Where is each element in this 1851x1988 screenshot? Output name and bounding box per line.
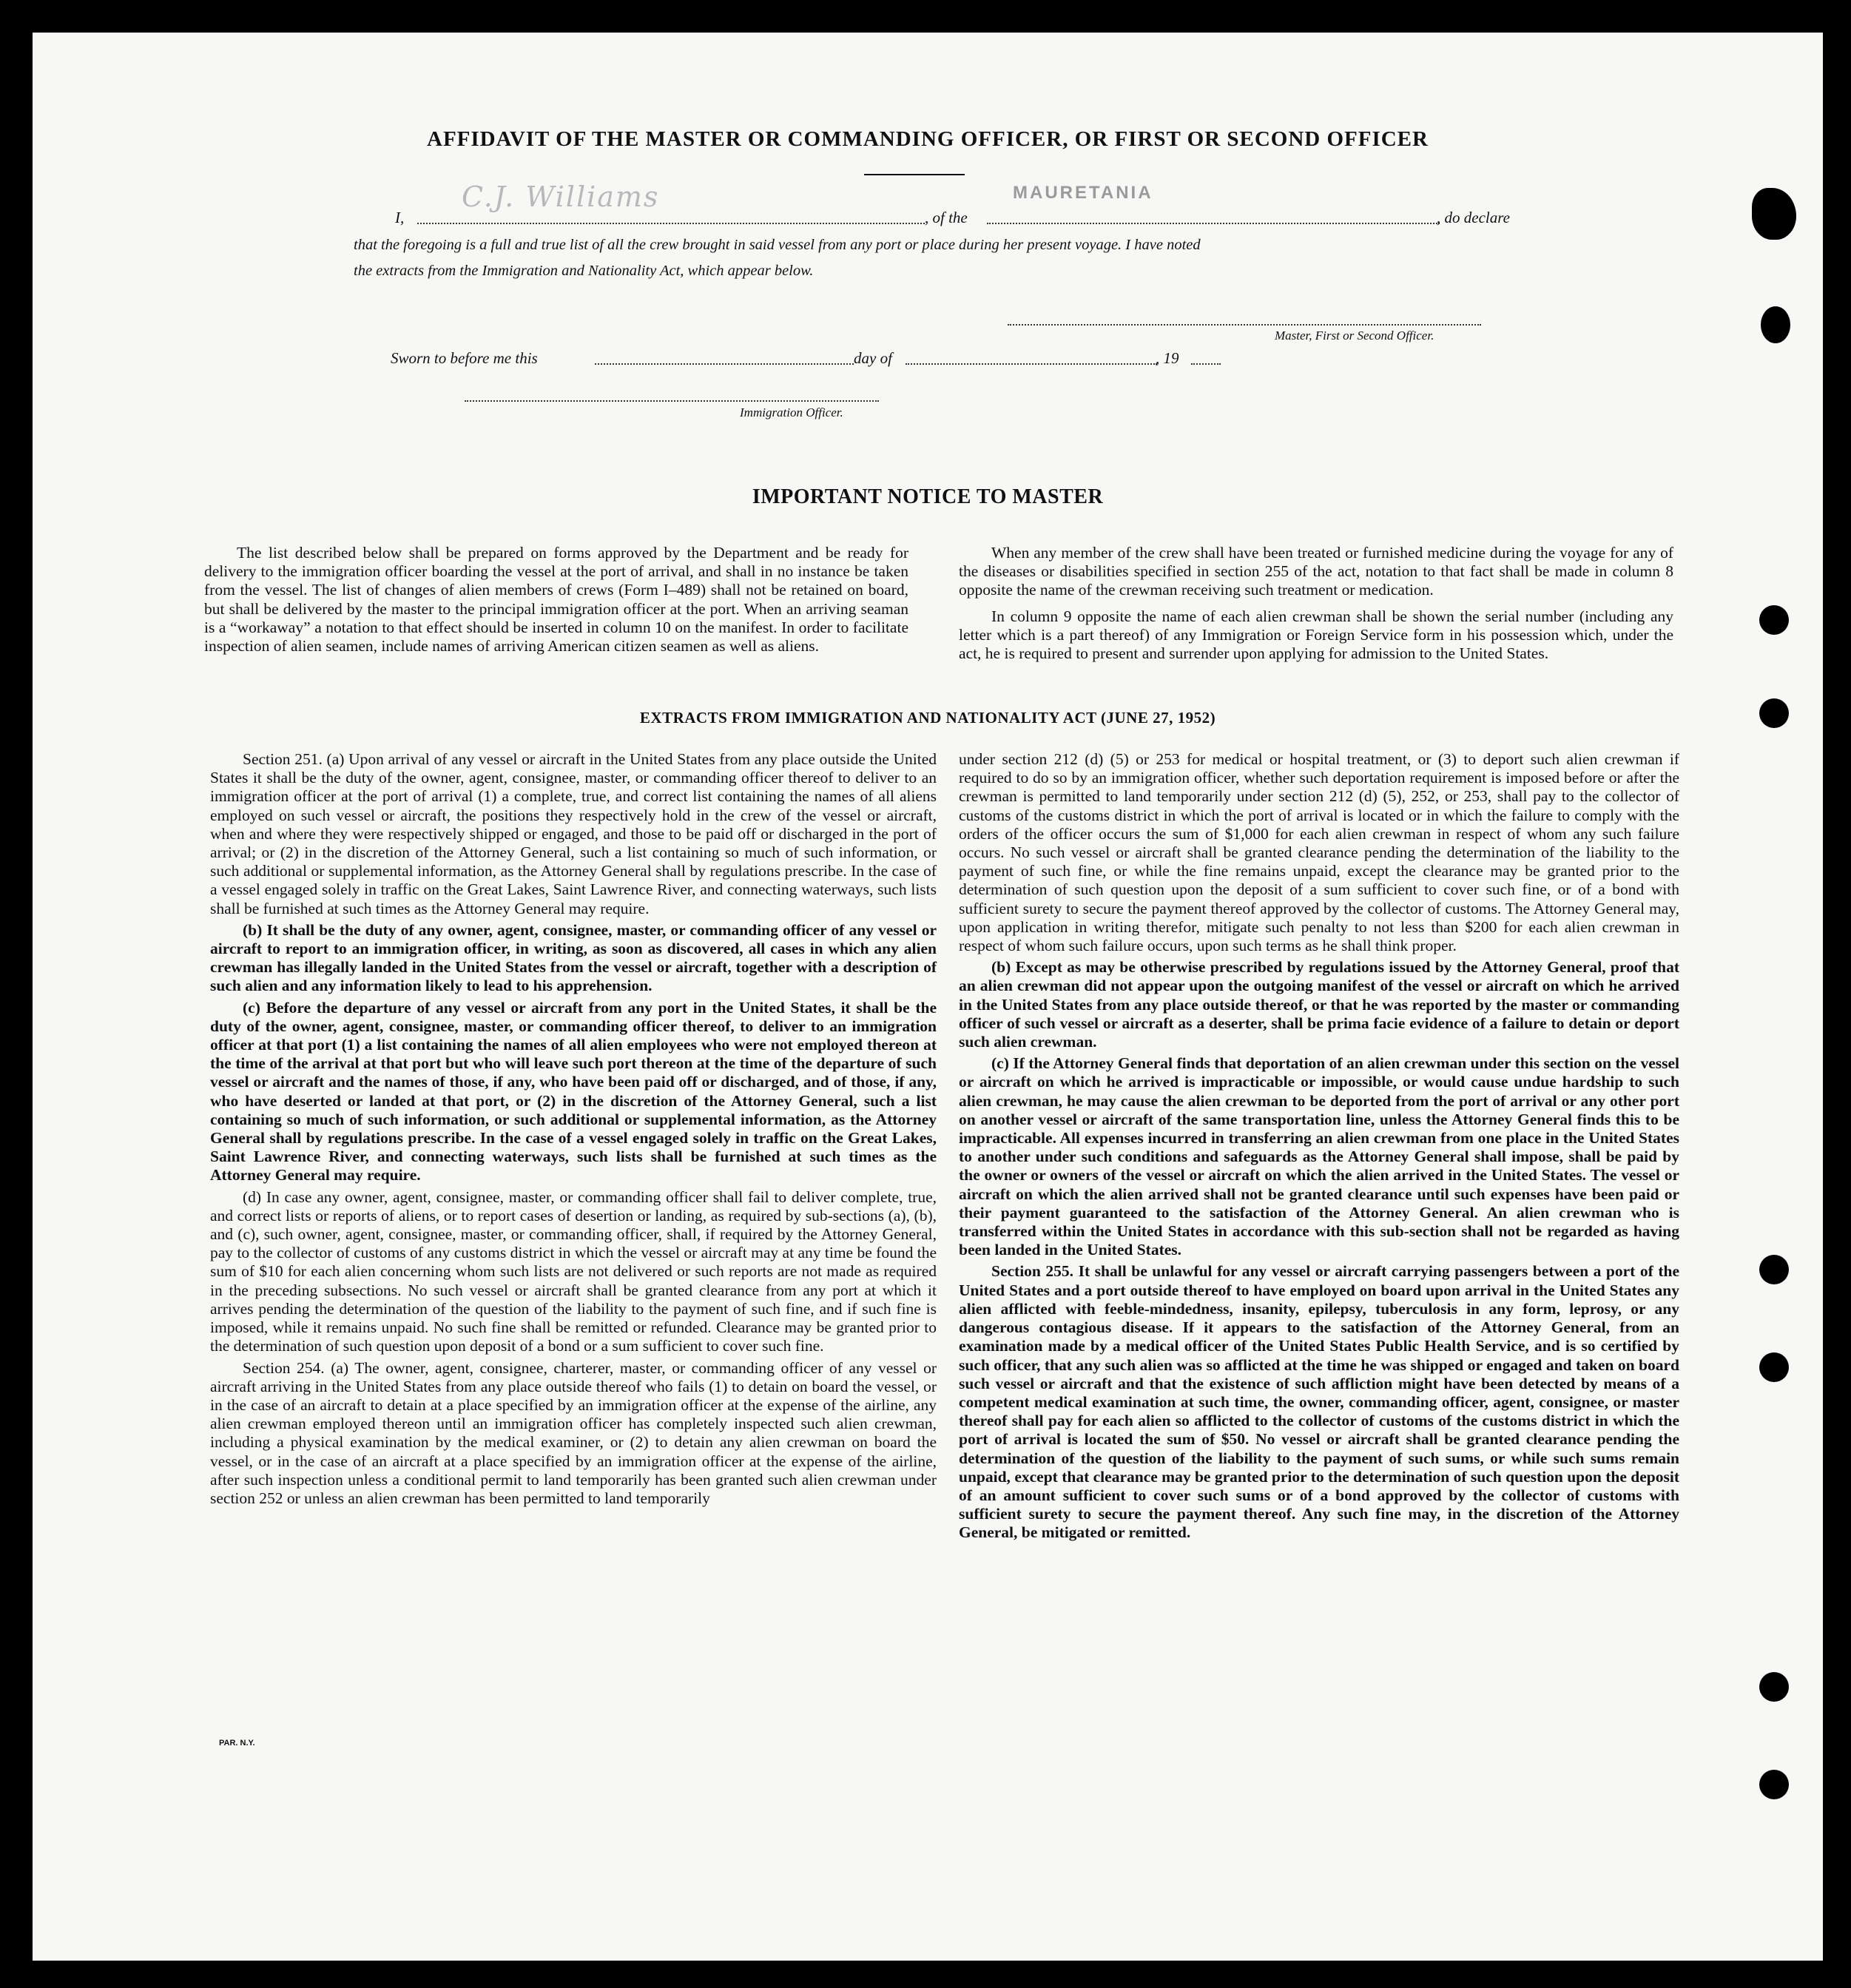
sworn-day-line [595, 363, 854, 365]
notice-right-paragraph-2: In column 9 opposite the name of each alien crewman shall be shown the serial number (including any letter which is a part thereof) of any Immigration or Foreign Service form in his possession which, under the act, he is required to present and surrender upon applying for admission to the United States. [959, 607, 1673, 663]
notice-right-paragraph-1: When any member of the crew shall have been treated or furnished medicine during the voyage for any of the diseases or disabilities specified in section 255 of the act, notation to that fact shall be made in column 8 opposite the name of the crewman receiving such treatment or medication. [959, 544, 1673, 599]
section-254-b: (b) Except as may be otherwise prescribed by regulations issued by the Attorney General, proof that an alien crewman did not appear upon the outgoing manifest of the vessel or aircraft on which he arrived in the United States from any place outside thereof, or that he was reported by the master or commanding officer of such vessel or aircraft as a deserter, shall be prima facie evidence of a failure to detain or deport such alien crewman. [959, 958, 1679, 1051]
notice-left-paragraph: The list described below shall be prepared on forms approved by the Department and be ready for delivery to the immigration officer boarding the vessel at the port of arrival, and shall in no instance be taken from the vessel. The list of changes of alien members of crews (Form I–489) shall not be retained on board, but shall be delivered by the master to the principal immigration officer at the port. When an arriving seaman is a “workaway” a notation to that effect should be inserted in column 10 on the manifest. In order to facilitate inspection of alien seamen, include names of arriving American citizen seamen as well as aliens. [204, 544, 908, 656]
section-251-d: (d) In case any owner, agent, consignee, master, or commanding officer shall fail to deliver complete, true, and correct lists or reports of aliens, or to report cases of desertion or landing, as required by sub-sections (a), (b), and (c), such owner, agent, consignee, master, or commanding officer, shall, if required by the Attorney General, pay to the collector of customs of any customs district in which the vessel or aircraft may at any time be found the sum of $10 for each alien concerning whom such lists are not delivered or such reports are not made as required in the preceding subsections. No such vessel or aircraft shall be granted clearance from any port at which it arrives pending the determination of the question of the liability to the payment of such fine, and if such fine is imposed, while it remains unpaid. No such fine shall be remitted or refunded. Clearance may be granted prior to the determination of such question upon deposit of a bond or a sum sufficient to cover such fine. [210, 1187, 937, 1355]
master-caption: Master, First or Second Officer. [1275, 328, 1434, 343]
section-251-b: (b) It shall be the duty of any owner, agent, consignee, master, or commanding officer of any vessel or aircraft to report to an immigration officer, in writing, as soon as discovered, all cases in which any alien crewman has illegally landed in the United States from the vessel or aircraft, together with a description of such alien and any information likely to lead to his apprehension. [210, 920, 937, 995]
punch-hole [1759, 698, 1789, 728]
vessel-name-stamp: MAURETANIA [1013, 183, 1153, 203]
day-of-label: day of [854, 349, 892, 367]
sworn-label: Sworn to before me this [391, 349, 538, 367]
title-rule [864, 174, 965, 175]
extracts-left-column [210, 750, 937, 1511]
year-label: , 19 [1156, 349, 1179, 367]
punch-hole [1759, 1770, 1789, 1799]
ink-blot [1761, 306, 1790, 343]
notice-right-column [959, 544, 1673, 666]
master-signature-line [1008, 324, 1481, 326]
master-signature: C.J. Williams [462, 181, 660, 213]
notice-left-column [204, 544, 908, 658]
officer-caption: Immigration Officer. [740, 405, 843, 419]
extracts-right-column [959, 750, 1679, 1546]
officer-signature-line [465, 400, 879, 402]
section-251-a: Section 251. (a) Upon arrival of any vessel or aircraft in the United States from any place outside the United States it shall be the duty of the owner, agent, consignee, master, or commanding officer thereof to deliver to an immigration officer at the port of arrival (1) a complete, true, and correct list containing the names of all aliens employed on such vessel or aircraft, the positions they respectively hold in the crew of the vessel or aircraft, when and where they were respectively shipped or engaged, and those to be paid off or discharged in the port of arrival; or (2) in the discretion of the Attorney General, such a list containing so much of such information, or such additional or supplemental information, as the Attorney General shall by regulations prescribe. In the case of a vessel engaged solely in traffic on the Great Lakes, Saint Lawrence River, and connecting waterways, such lists shall be furnished at such times as the Attorney General may require. [210, 750, 937, 917]
do-declare-label: , do declare [1437, 209, 1510, 226]
name-line [417, 223, 925, 224]
ink-blot [1752, 188, 1796, 240]
section-254-a: Section 254. (a) The owner, agent, consignee, charterer, master, or commanding officer of any vessel or aircraft arriving in the United States from any place outside thereof who fails (1) to detain on board the vessel, or in the case of an aircraft to detain at a place specified by an immigration officer at the expense of the airline, any alien crewman employed thereon until an immigration officer has completely inspected such alien crewman, including a physical examination by the medical examiner, or (2) to detain any alien crewman on board the vessel, or in the case of an aircraft at a place specified by an immigration officer at the expense of the airline, after such inspection unless a conditional permit to land temporarily has been granted such alien crewman under section 252 or unless an alien crewman has been permitted to land temporarily [210, 1358, 937, 1507]
notice-title: IMPORTANT NOTICE TO MASTER [752, 485, 1104, 508]
punch-hole [1759, 1352, 1789, 1382]
section-254-c: (c) If the Attorney General finds that deportation of an alien crewman under this section on the vessel or aircraft on which he arrived is impracticable or impossible, or would cause undue hardship to such alien crewman, he may cause the alien crewman to be deported from the port of arrival or any other port on another vessel or aircraft of the same transportation line, unless the Attorney General finds this to be impracticable. All expenses incurred in transferring an alien crewman from one place in the United States to another under such conditions and safeguards as the Attorney General shall impose, shall be paid by the owner or owners of the vessel or aircraft on which the alien arrived in the United States. The vessel or aircraft on which the alien arrived shall not be granted clearance until such expenses have been paid or their payment guaranteed to the satisfaction of the Attorney General. An alien crewman who is transferred within the United States in accordance with this sub-section shall not be regarded as having been landed in the United States. [959, 1054, 1679, 1259]
sworn-month-line [906, 363, 1157, 365]
section-251-c: (c) Before the departure of any vessel or aircraft from any port in the United States, it shall be the duty of the owner, agent, consignee, master, or commanding officer thereof, to deliver to an immigration officer at that port (1) a list containing the names of all alien employees who were not employed thereon at the time of the arrival at that port but who will leave such port thereon at the time of the departure of such vessel or aircraft and the names of those, if any, who have been paid off or discharged, and of those, if any, who have deserted or landed at that port, or (2) in the discretion of the Attorney General, such a list containing so much of such information, or such additional or supplemental information, as the Attorney General shall by regulations prescribe. In the case of a vessel engaged solely in traffic on the Great Lakes, Saint Lawrence River, and connecting waterways, such lists shall be furnished at such times as the Attorney General may require. [210, 998, 937, 1185]
declaration-line-2: the extracts from the Immigration and Nationality Act, which appear below. [354, 263, 814, 279]
punch-hole [1759, 605, 1789, 635]
extracts-title: EXTRACTS FROM IMMIGRATION AND NATIONALITY ACT (JUNE 27, 1952) [639, 709, 1216, 727]
section-255: Section 255. It shall be unlawful for any vessel or aircraft carrying passengers between a port of the United States and a port outside thereof to have employed on board upon arrival in the United States any alien afflicted with feeble-mindedness, insanity, epilepsy, tuberculosis in any form, leprosy, or any dangerous contagious disease. If it appears to the satisfaction of the Attorney General, from an examination made by a medical officer of the United States Public Health Service, and is so certified by such officer, that any such alien was so afflicted at the time he was shipped or engaged and taken on board such vessel or aircraft and that the existence of such affliction might have been detected by means of a competent medical examination at such time, the owner, commanding officer, agent, consignee, or master thereof shall pay for each alien so afflicted to the collector of customs of the customs district in which the port of arrival is located the sum of $50. No vessel or aircraft shall be granted clearance pending the determination of the question of the liability to the payment of such sums, or while such sums remain unpaid, except that clearance may be granted prior to the determination of such question upon the deposit of an amount sufficient to cover such sums or of a bond approved by the collector of customs with sufficient surety to secure the payment thereof. Any such fine may, in the discretion of the Attorney General, be mitigated or remitted. [959, 1262, 1679, 1542]
punch-hole [1759, 1255, 1789, 1284]
i-label: I, [395, 209, 405, 226]
punch-hole [1759, 1672, 1789, 1702]
document-page [33, 33, 1823, 1961]
of-the-label: , of the [925, 209, 968, 226]
affidavit-title: AFFIDAVIT OF THE MASTER OR COMMANDING OFFICER, OR FIRST OR SECOND OFFICER [427, 127, 1429, 151]
vessel-line [987, 223, 1440, 224]
sworn-year-line [1191, 363, 1221, 365]
declaration-line-1: that the foregoing is a full and true list of all the crew brought in said vessel from any port or place during her present voyage. I have noted [354, 237, 1201, 253]
printer-mark: PAR. N.Y. [219, 1739, 255, 1748]
section-254-a-continued: under section 212 (d) (5) or 253 for medical or hospital treatment, or (3) to deport such alien crewman if required to do so by an immigration officer, whether such deportation requirement is imposed before or after the crewman is permitted to land temporarily under section 212 (d) (5), 252, or 253, shall pay to the collector of customs of the customs district in which the port of arrival is located or in which the failure to comply with the orders of the officer occurs the sum of $1,000 for each alien crewman in respect of whom any such failure occurs. No such vessel or aircraft shall be granted clearance pending the determination of the liability to the payment of such fine, or while the fine remains unpaid, except the clearance may be granted prior to the determination of such question upon the deposit of a sum sufficient to cover such fine, or of a bond with sufficient surety to secure the payment thereof approved by the collector of customs. The Attorney General may, upon application in writing therefor, mitigate such penalty to not less than $200 for each alien crewman in respect of whom such failure occurs, upon such terms as he shall think proper. [959, 750, 1679, 955]
